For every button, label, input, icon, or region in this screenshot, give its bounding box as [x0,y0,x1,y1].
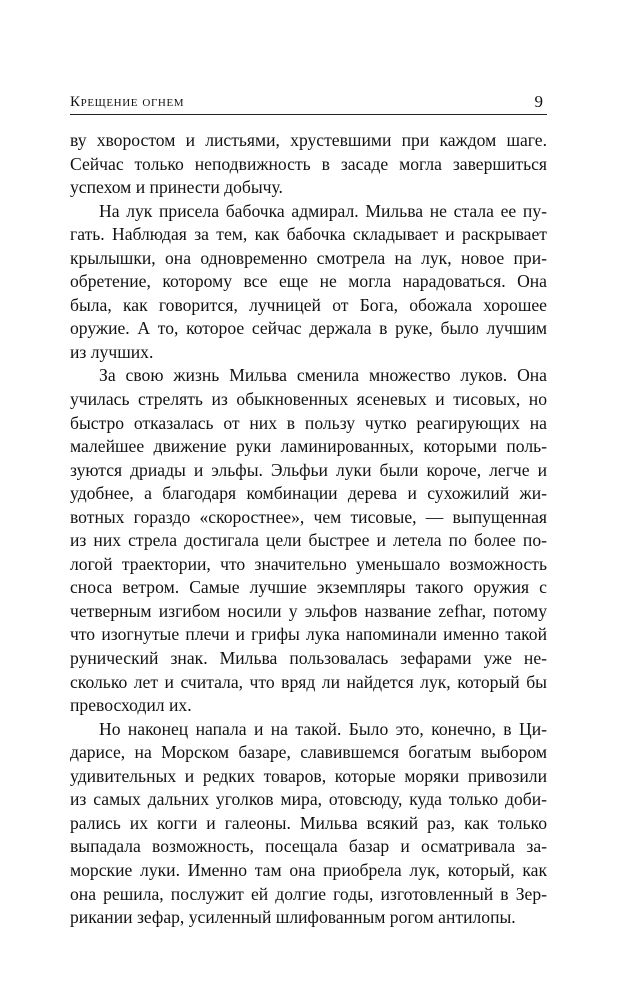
text-line: рались их когги и галеоны. Мильва всякий раз, как только [70,812,547,833]
text-line: крылышки, она одновременно смотрела на лук, новое при- [70,247,547,268]
text-line: из лучших. [70,341,154,362]
text-line: училась стрелять из обыкновенных ясеневых и тисовых, но [70,389,547,410]
text-line: гать. Наблюдая за тем, как бабочка складывает и раскрывает [70,224,547,245]
text-line: быстро отказалась от них в пользу чутко реагирующих на [70,412,547,433]
text-line: дарисе, на Морском базаре, славившемся богатым выбором [70,742,547,763]
paragraph [70,718,547,930]
text-line: удивительных и редких товаров, которые моряки привозили [70,765,547,786]
running-header [70,92,547,115]
text-line: На лук присела бабочка адмирал. Мильва не стала ее пу- [99,200,547,221]
text-line: логой траектории, что значительно уменьшало возможность [70,553,547,574]
text-line: выпадала возможность, посещала базар и осматривала за- [70,836,547,857]
text-line: из самых дальних уголков мира, отовсюду, куда только доби- [70,789,547,810]
text-body [70,129,547,930]
text-line: она решила, послужит ей долгие годы, изготовленный в Зер- [70,883,547,904]
text-line: ву хворостом и листьями, хрустевшими при каждом шаге. [70,130,547,150]
running-title: Крещение огнем [70,94,185,110]
text-line: Но наконец напала и на такой. Было это, конечно, в Ци- [99,718,547,739]
text-line: успехом и принести добычу. [70,177,283,198]
text-line: оружие. А то, которое сейчас держала в руке, было лучшим [70,318,547,339]
text-line: зуются дриады и эльфы. Эльфьи луки были короче, легче и [70,459,547,480]
text-line: что изогнутые плечи и грифы лука напоминали именно такой [70,624,547,645]
text-line: обретение, которому все еще не могла нарадоваться. Она [70,271,547,292]
text-line: четверным изгибом носили у эльфов название zefhar, потому [70,600,547,621]
text-line: сноса ветром. Самые лучшие экземпляры такого оружия с [70,577,547,598]
text-line: из них стрела достигала цели быстрее и летела по более по- [70,530,547,551]
text-line: была, как говорится, лучницей от Бога, обожала хорошее [70,294,547,315]
text-line: рунический знак. Мильва пользовалась зефарами уже не- [70,648,547,669]
text-line: сколько лет и считала, что вряд ли найдется лук, который бы [70,671,547,692]
text-line: удобнее, а благодаря комбинации дерева и сухожилий жи- [70,483,547,504]
text-line: вотных гораздо «скоростнее», чем тисовые, — выпущенная [70,506,547,527]
text-line: За свою жизнь Мильва сменила множество луков. Она [99,365,547,386]
text-line: рикании зефар, усиленный шлифованным рогом антилопы. [70,907,516,928]
paragraph [70,364,547,717]
page-number: 9 [534,92,543,111]
text-line: морские луки. Именно там она приобрела лук, который, как [70,859,547,880]
text-line: превосходил их. [70,695,192,716]
paragraph [70,200,547,365]
text-line: Сейчас только неподвижность в засаде могла завершиться [70,153,547,174]
text-line: малейшее движение руки ламинированных, которыми поль- [70,436,547,457]
paragraph [70,129,547,200]
